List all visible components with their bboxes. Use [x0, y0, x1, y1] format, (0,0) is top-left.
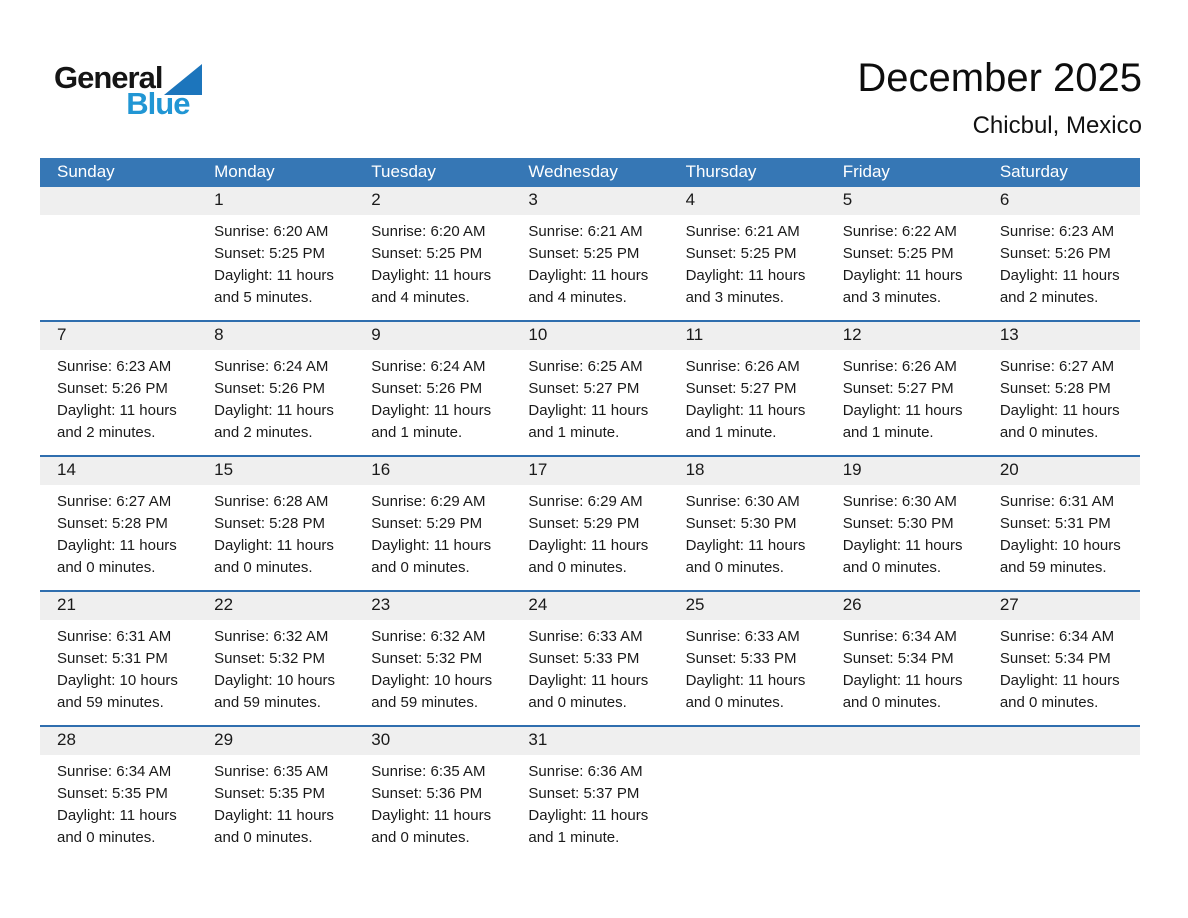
sunset-text: Sunset: 5:26 PM	[57, 380, 168, 397]
sunrise-text: Sunrise: 6:33 AM	[528, 628, 643, 645]
day-details	[511, 620, 668, 714]
day-cell-29	[197, 727, 354, 860]
day-number: 27	[983, 592, 1140, 620]
sunrise-text: Sunrise: 6:34 AM	[57, 763, 172, 780]
day-details	[40, 215, 197, 221]
sunrise-text: Sunrise: 6:32 AM	[214, 628, 329, 645]
title-block	[857, 56, 1142, 140]
sunrise-text: Sunrise: 6:23 AM	[57, 358, 172, 375]
sunrise-text: Sunrise: 6:28 AM	[214, 493, 329, 510]
day-details	[669, 755, 826, 761]
week-row	[40, 320, 1140, 455]
sunrise-text: Sunrise: 6:29 AM	[371, 493, 486, 510]
sunset-text: Sunset: 5:32 PM	[214, 650, 326, 667]
day-number	[669, 727, 826, 755]
day-cell-24	[511, 592, 668, 725]
day-details	[197, 620, 354, 714]
day-number: 4	[669, 187, 826, 215]
day-number: 17	[511, 457, 668, 485]
sunset-text: Sunset: 5:32 PM	[371, 650, 483, 667]
day-details	[826, 215, 983, 309]
day-cell-27	[983, 592, 1140, 725]
day-details	[354, 755, 511, 849]
day-cell-20	[983, 457, 1140, 590]
daylight-text-line1: Daylight: 11 hours	[528, 402, 649, 419]
day-number: 11	[669, 322, 826, 350]
daylight-text-line2: and 3 minutes.	[685, 289, 784, 306]
day-details	[511, 755, 668, 849]
day-cell-5	[826, 187, 983, 320]
day-number: 28	[40, 727, 197, 755]
day-cell-13	[983, 322, 1140, 455]
sunrise-text: Sunrise: 6:25 AM	[528, 358, 643, 375]
daylight-text-line1: Daylight: 11 hours	[528, 672, 649, 689]
daylight-text-line2: and 1 minute.	[528, 424, 620, 441]
daylight-text-line1: Daylight: 11 hours	[57, 807, 177, 824]
sunset-text: Sunset: 5:29 PM	[371, 515, 483, 532]
day-number	[826, 727, 983, 755]
daylight-text-line1: Daylight: 10 hours	[371, 672, 493, 689]
day-details	[40, 350, 197, 444]
sunset-text: Sunset: 5:37 PM	[528, 785, 640, 802]
general-blue-logo	[54, 62, 202, 119]
weekday-header-sunday: Sunday	[57, 162, 115, 181]
daylight-text-line2: and 0 minutes.	[371, 559, 470, 576]
week-row	[40, 187, 1140, 320]
sunset-text: Sunset: 5:27 PM	[842, 380, 954, 397]
day-cell-18	[669, 457, 826, 590]
sunset-text: Sunset: 5:25 PM	[214, 245, 326, 262]
day-details	[511, 350, 668, 444]
daylight-text-line2: and 0 minutes.	[528, 694, 627, 711]
weekday-header-row	[40, 158, 1140, 187]
sunset-text: Sunset: 5:34 PM	[842, 650, 954, 667]
day-cell-12	[826, 322, 983, 455]
day-number: 23	[354, 592, 511, 620]
daylight-text-line2: and 3 minutes.	[842, 289, 942, 306]
logo-text-general: General	[54, 60, 163, 95]
day-cell-28	[40, 727, 197, 860]
sunset-text: Sunset: 5:28 PM	[57, 515, 168, 532]
sunrise-text: Sunrise: 6:33 AM	[685, 628, 800, 645]
sunset-text: Sunset: 5:29 PM	[528, 515, 640, 532]
day-details	[511, 215, 668, 309]
sunset-text: Sunset: 5:31 PM	[57, 650, 168, 667]
daylight-text-line1: Daylight: 11 hours	[371, 267, 492, 284]
daylight-text-line2: and 1 minute.	[842, 424, 934, 441]
day-details	[983, 620, 1140, 714]
sunset-text: Sunset: 5:30 PM	[685, 515, 797, 532]
daylight-text-line1: Daylight: 11 hours	[214, 807, 334, 824]
day-details	[197, 350, 354, 444]
sunrise-text: Sunrise: 6:21 AM	[528, 223, 643, 240]
daylight-text-line2: and 0 minutes.	[685, 559, 784, 576]
day-number: 22	[197, 592, 354, 620]
day-number: 19	[826, 457, 983, 485]
day-details	[354, 485, 511, 579]
daylight-text-line1: Daylight: 11 hours	[371, 807, 492, 824]
day-details	[354, 350, 511, 444]
day-details	[826, 755, 983, 761]
day-cell-empty	[40, 187, 197, 320]
day-number: 13	[983, 322, 1140, 350]
sunrise-text: Sunrise: 6:26 AM	[685, 358, 800, 375]
daylight-text-line2: and 1 minute.	[371, 424, 463, 441]
day-details	[983, 485, 1140, 579]
weekday-header-friday: Friday	[842, 162, 890, 181]
day-details	[40, 485, 197, 579]
sunset-text: Sunset: 5:25 PM	[371, 245, 483, 262]
sunrise-text: Sunrise: 6:24 AM	[214, 358, 329, 375]
weekday-header-thursday: Thursday	[685, 162, 757, 181]
daylight-text-line2: and 2 minutes.	[57, 424, 156, 441]
daylight-text-line2: and 0 minutes.	[57, 559, 156, 576]
daylight-text-line1: Daylight: 10 hours	[214, 672, 336, 689]
day-details	[354, 620, 511, 714]
daylight-text-line2: and 4 minutes.	[371, 289, 470, 306]
daylight-text-line1: Daylight: 11 hours	[214, 402, 334, 419]
sunset-text: Sunset: 5:27 PM	[528, 380, 640, 397]
daylight-text-line2: and 0 minutes.	[842, 694, 942, 711]
sunset-text: Sunset: 5:28 PM	[214, 515, 326, 532]
sunset-text: Sunset: 5:33 PM	[528, 650, 640, 667]
sunset-text: Sunset: 5:28 PM	[999, 380, 1111, 397]
sunset-text: Sunset: 5:35 PM	[214, 785, 326, 802]
day-cell-11	[669, 322, 826, 455]
day-details	[826, 620, 983, 714]
daylight-text-line1: Daylight: 11 hours	[528, 537, 649, 554]
sunrise-text: Sunrise: 6:35 AM	[371, 763, 486, 780]
daylight-text-line1: Daylight: 11 hours	[214, 537, 334, 554]
sunrise-text: Sunrise: 6:35 AM	[214, 763, 329, 780]
week-row	[40, 455, 1140, 590]
calendar	[40, 158, 1140, 860]
day-cell-8	[197, 322, 354, 455]
day-number: 15	[197, 457, 354, 485]
sunrise-text: Sunrise: 6:32 AM	[371, 628, 486, 645]
day-cell-14	[40, 457, 197, 590]
day-details	[669, 485, 826, 579]
day-details	[669, 620, 826, 714]
daylight-text-line2: and 1 minute.	[528, 829, 620, 846]
daylight-text-line2: and 0 minutes.	[214, 559, 313, 576]
daylight-text-line2: and 2 minutes.	[214, 424, 313, 441]
sunrise-text: Sunrise: 6:36 AM	[528, 763, 643, 780]
sunset-text: Sunset: 5:26 PM	[214, 380, 326, 397]
day-cell-30	[354, 727, 511, 860]
sunrise-text: Sunrise: 6:31 AM	[999, 493, 1115, 510]
day-number: 24	[511, 592, 668, 620]
day-cell-6	[983, 187, 1140, 320]
daylight-text-line1: Daylight: 11 hours	[371, 402, 492, 419]
daylight-text-line2: and 59 minutes.	[214, 694, 321, 711]
day-number	[983, 727, 1140, 755]
day-number: 5	[826, 187, 983, 215]
day-cell-2	[354, 187, 511, 320]
day-details	[826, 485, 983, 579]
daylight-text-line2: and 1 minute.	[685, 424, 777, 441]
day-number: 10	[511, 322, 668, 350]
day-number: 12	[826, 322, 983, 350]
weekday-header-wednesday: Wednesday	[528, 162, 618, 181]
daylight-text-line1: Daylight: 11 hours	[842, 537, 963, 554]
day-number: 16	[354, 457, 511, 485]
day-details	[40, 755, 197, 849]
day-details	[983, 215, 1140, 309]
day-number: 26	[826, 592, 983, 620]
day-number: 18	[669, 457, 826, 485]
day-details	[197, 485, 354, 579]
day-cell-15	[197, 457, 354, 590]
day-details	[669, 215, 826, 309]
day-cell-4	[669, 187, 826, 320]
daylight-text-line2: and 0 minutes.	[999, 694, 1099, 711]
sunrise-text: Sunrise: 6:34 AM	[842, 628, 957, 645]
weekday-header-monday: Monday	[214, 162, 275, 181]
sunset-text: Sunset: 5:36 PM	[371, 785, 483, 802]
day-cell-7	[40, 322, 197, 455]
day-number: 20	[983, 457, 1140, 485]
sunrise-text: Sunrise: 6:27 AM	[57, 493, 172, 510]
week-row	[40, 590, 1140, 725]
sunrise-text: Sunrise: 6:29 AM	[528, 493, 643, 510]
sunrise-text: Sunrise: 6:30 AM	[842, 493, 957, 510]
day-cell-31	[511, 727, 668, 860]
daylight-text-line2: and 2 minutes.	[999, 289, 1099, 306]
sunset-text: Sunset: 5:26 PM	[999, 245, 1111, 262]
page-subtitle: Chicbul, Mexico	[972, 112, 1142, 139]
sunrise-text: Sunrise: 6:27 AM	[999, 358, 1115, 375]
day-cell-1	[197, 187, 354, 320]
daylight-text-line1: Daylight: 11 hours	[371, 537, 492, 554]
day-number	[40, 187, 197, 215]
day-number: 8	[197, 322, 354, 350]
daylight-text-line2: and 0 minutes.	[57, 829, 156, 846]
daylight-text-line2: and 0 minutes.	[528, 559, 627, 576]
daylight-text-line2: and 0 minutes.	[685, 694, 784, 711]
day-cell-empty	[983, 727, 1140, 860]
sunrise-text: Sunrise: 6:21 AM	[685, 223, 800, 240]
daylight-text-line1: Daylight: 11 hours	[999, 402, 1120, 419]
day-number: 2	[354, 187, 511, 215]
daylight-text-line1: Daylight: 11 hours	[685, 267, 806, 284]
daylight-text-line1: Daylight: 10 hours	[57, 672, 178, 689]
day-number: 7	[40, 322, 197, 350]
sunset-text: Sunset: 5:26 PM	[371, 380, 483, 397]
day-details	[669, 350, 826, 444]
daylight-text-line1: Daylight: 11 hours	[685, 402, 806, 419]
sunrise-text: Sunrise: 6:22 AM	[842, 223, 957, 240]
day-number: 1	[197, 187, 354, 215]
calendar-grid	[40, 187, 1140, 860]
daylight-text-line1: Daylight: 11 hours	[528, 267, 649, 284]
day-number: 30	[354, 727, 511, 755]
day-number: 31	[511, 727, 668, 755]
day-cell-9	[354, 322, 511, 455]
sunset-text: Sunset: 5:25 PM	[842, 245, 954, 262]
day-details	[826, 350, 983, 444]
day-cell-21	[40, 592, 197, 725]
day-details	[197, 755, 354, 849]
daylight-text-line2: and 59 minutes.	[371, 694, 479, 711]
daylight-text-line1: Daylight: 11 hours	[685, 672, 806, 689]
page-header	[0, 0, 1188, 158]
day-cell-25	[669, 592, 826, 725]
daylight-text-line1: Daylight: 11 hours	[685, 537, 806, 554]
day-details	[983, 755, 1140, 761]
sunrise-text: Sunrise: 6:24 AM	[371, 358, 486, 375]
weekday-header-saturday: Saturday	[999, 162, 1068, 181]
day-number: 21	[40, 592, 197, 620]
day-cell-empty	[826, 727, 983, 860]
sunset-text: Sunset: 5:27 PM	[685, 380, 797, 397]
day-cell-19	[826, 457, 983, 590]
day-number: 6	[983, 187, 1140, 215]
day-number: 9	[354, 322, 511, 350]
day-number: 3	[511, 187, 668, 215]
page-title: December 2025	[857, 56, 1142, 100]
sunset-text: Sunset: 5:25 PM	[685, 245, 797, 262]
daylight-text-line2: and 0 minutes.	[999, 424, 1099, 441]
sunrise-text: Sunrise: 6:20 AM	[214, 223, 329, 240]
daylight-text-line1: Daylight: 11 hours	[842, 267, 963, 284]
daylight-text-line1: Daylight: 11 hours	[999, 672, 1120, 689]
day-number: 14	[40, 457, 197, 485]
weekday-header-tuesday: Tuesday	[371, 162, 436, 181]
day-cell-26	[826, 592, 983, 725]
daylight-text-line2: and 4 minutes.	[528, 289, 627, 306]
day-cell-22	[197, 592, 354, 725]
day-cell-16	[354, 457, 511, 590]
sunset-text: Sunset: 5:25 PM	[528, 245, 640, 262]
logo-text-blue: Blue	[126, 86, 190, 121]
sunrise-text: Sunrise: 6:34 AM	[999, 628, 1115, 645]
sunrise-text: Sunrise: 6:30 AM	[685, 493, 800, 510]
daylight-text-line1: Daylight: 11 hours	[999, 267, 1120, 284]
day-number: 29	[197, 727, 354, 755]
sunset-text: Sunset: 5:31 PM	[999, 515, 1111, 532]
daylight-text-line2: and 0 minutes.	[371, 829, 470, 846]
day-details	[197, 215, 354, 309]
daylight-text-line1: Daylight: 10 hours	[999, 537, 1121, 554]
day-number: 25	[669, 592, 826, 620]
day-details	[40, 620, 197, 714]
daylight-text-line1: Daylight: 11 hours	[842, 672, 963, 689]
sunrise-text: Sunrise: 6:26 AM	[842, 358, 957, 375]
daylight-text-line2: and 59 minutes.	[57, 694, 164, 711]
daylight-text-line1: Daylight: 11 hours	[214, 267, 334, 284]
sunset-text: Sunset: 5:34 PM	[999, 650, 1111, 667]
day-cell-17	[511, 457, 668, 590]
daylight-text-line2: and 0 minutes.	[842, 559, 942, 576]
day-cell-10	[511, 322, 668, 455]
day-cell-23	[354, 592, 511, 725]
week-row	[40, 725, 1140, 860]
day-cell-3	[511, 187, 668, 320]
daylight-text-line1: Daylight: 11 hours	[57, 537, 177, 554]
sunset-text: Sunset: 5:35 PM	[57, 785, 168, 802]
daylight-text-line1: Daylight: 11 hours	[842, 402, 963, 419]
daylight-text-line2: and 5 minutes.	[214, 289, 313, 306]
day-details	[354, 215, 511, 309]
sunrise-text: Sunrise: 6:20 AM	[371, 223, 486, 240]
day-details	[511, 485, 668, 579]
daylight-text-line2: and 59 minutes.	[999, 559, 1107, 576]
daylight-text-line2: and 0 minutes.	[214, 829, 313, 846]
sunset-text: Sunset: 5:30 PM	[842, 515, 954, 532]
day-cell-empty	[669, 727, 826, 860]
day-details	[983, 350, 1140, 444]
sunset-text: Sunset: 5:33 PM	[685, 650, 797, 667]
daylight-text-line1: Daylight: 11 hours	[528, 807, 649, 824]
sunrise-text: Sunrise: 6:31 AM	[57, 628, 172, 645]
daylight-text-line1: Daylight: 11 hours	[57, 402, 177, 419]
sunrise-text: Sunrise: 6:23 AM	[999, 223, 1115, 240]
